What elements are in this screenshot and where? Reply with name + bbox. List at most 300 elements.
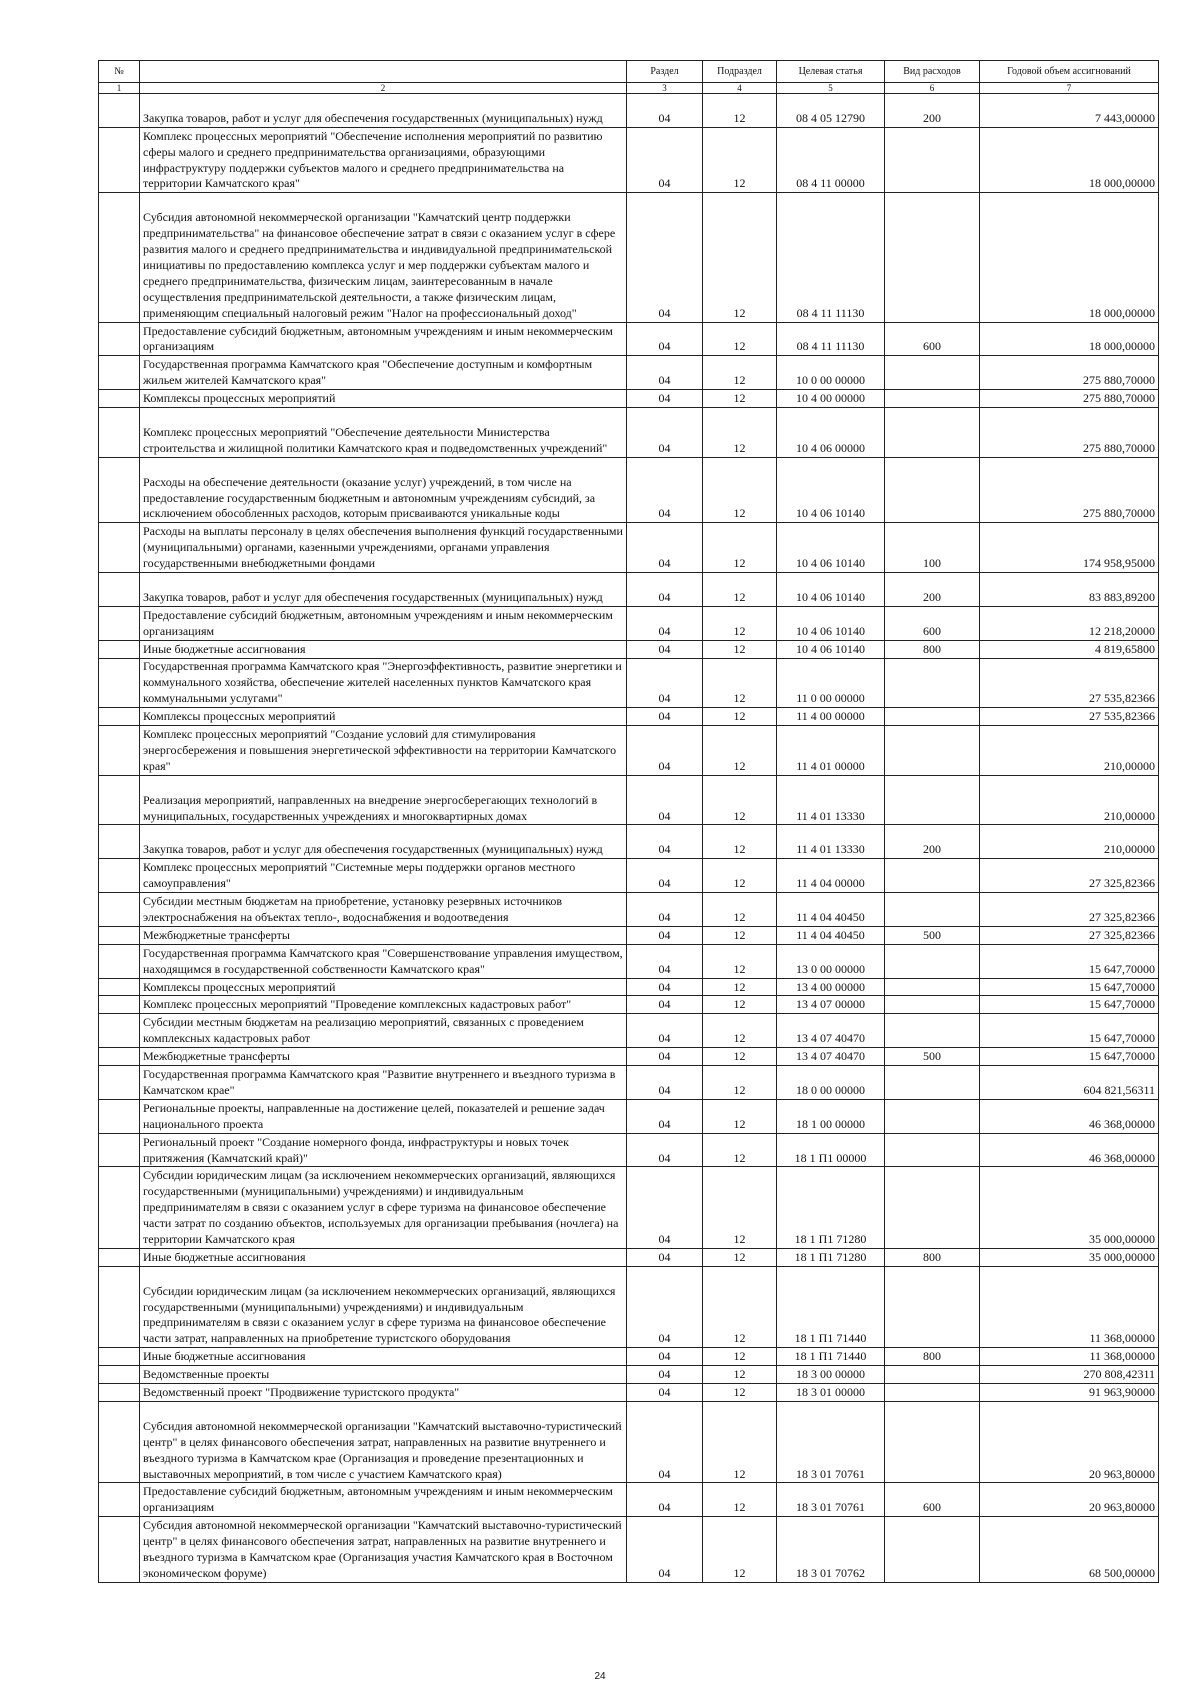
cell-podrazdel: 12 — [703, 1483, 777, 1517]
cell-annual-volume: 11 368,00000 — [980, 1266, 1159, 1348]
cell-podrazdel: 12 — [703, 859, 777, 893]
cell-name: Комплексы процессных мероприятий — [140, 978, 627, 996]
cell-annual-volume: 83 883,89200 — [980, 573, 1159, 607]
table-row — [99, 708, 1159, 726]
cell-annual-volume: 15 647,70000 — [980, 944, 1159, 978]
cell-podrazdel: 12 — [703, 322, 777, 356]
cell-annual-volume: 15 647,70000 — [980, 978, 1159, 996]
cell-expense-type — [885, 356, 980, 390]
cell-annual-volume: 210,00000 — [980, 726, 1159, 776]
cell-annual-volume: 27 325,82366 — [980, 926, 1159, 944]
cell-expense-type — [885, 978, 980, 996]
cell-name: Расходы на выплаты персоналу в целях обеспечения выполнения функций государственными (муниципальными) органами, казенными учреждениями, органами управления государственными внебюджетными фондами — [140, 523, 627, 573]
cell-podrazdel: 12 — [703, 1099, 777, 1133]
cell-target-article: 08 4 05 12790 — [777, 94, 885, 128]
cell-podrazdel: 12 — [703, 1066, 777, 1100]
cell-name: Комплексы процессных мероприятий — [140, 708, 627, 726]
column-number: 2 — [140, 83, 627, 94]
cell-annual-volume: 18 000,00000 — [980, 193, 1159, 322]
cell-expense-type — [885, 1014, 980, 1048]
cell-name: Расходы на обеспечение деятельности (оказание услуг) учреждений, в том числе на предоставление государственным бюджетным и автономным учреждениям субсидий, за исключением обособленных расходов, которым присваиваются уникальные коды — [140, 457, 627, 523]
cell-podrazdel: 12 — [703, 94, 777, 128]
cell-num — [99, 457, 140, 523]
cell-annual-volume: 20 963,80000 — [980, 1483, 1159, 1517]
cell-name: Государственная программа Камчатского края "Обеспечение доступным и комфортным жильем жителей Камчатского края" — [140, 356, 627, 390]
cell-target-article: 18 1 П1 71280 — [777, 1248, 885, 1266]
cell-name: Субсидия автономной некоммерческой организации "Камчатский центр поддержки предпринимательства" на финансовое обеспечение затрат в связи с оказанием услуг в сфере развития малого и среднего предпринимательства и индивидуальной предпринимательской инициативы по предоставлению комплекса услуг и мер поддержки субъектам малого и среднего предпринимательства, физическим лицам, заинтересованным в начале осуществления предпринимательской деятельности, а также физическим лицам, применяющим специальный налоговый режим "Налог на профессиональный доход" — [140, 193, 627, 322]
cell-razdel: 04 — [627, 893, 703, 927]
cell-annual-volume: 68 500,00000 — [980, 1517, 1159, 1583]
cell-expense-type: 800 — [885, 640, 980, 658]
cell-name: Комплекс процессных мероприятий "Системные меры поддержки органов местного самоуправления" — [140, 859, 627, 893]
cell-annual-volume: 12 218,20000 — [980, 606, 1159, 640]
cell-target-article: 18 1 П1 71280 — [777, 1167, 885, 1249]
cell-num — [99, 996, 140, 1014]
cell-num — [99, 658, 140, 708]
cell-expense-type: 800 — [885, 1248, 980, 1266]
cell-annual-volume: 27 535,82366 — [980, 658, 1159, 708]
cell-expense-type — [885, 1384, 980, 1402]
cell-podrazdel: 12 — [703, 640, 777, 658]
cell-expense-type — [885, 1133, 980, 1167]
cell-podrazdel: 12 — [703, 127, 777, 193]
header-annual-volume: Годовой объем ассигнований — [980, 61, 1159, 83]
cell-num — [99, 893, 140, 927]
cell-razdel: 04 — [627, 1401, 703, 1483]
cell-podrazdel: 12 — [703, 926, 777, 944]
cell-target-article: 11 4 04 40450 — [777, 926, 885, 944]
cell-expense-type — [885, 1401, 980, 1483]
cell-razdel: 04 — [627, 1167, 703, 1249]
cell-razdel: 04 — [627, 1483, 703, 1517]
cell-annual-volume: 15 647,70000 — [980, 1048, 1159, 1066]
cell-num — [99, 1133, 140, 1167]
cell-expense-type — [885, 1066, 980, 1100]
cell-expense-type — [885, 408, 980, 458]
cell-name: Субсидии юридическим лицам (за исключением некоммерческих организаций, являющихся государственными (муниципальными) учреждениями) и индивидуальным предпринимателям в связи с оказанием услуг в сфере туризма на финансовое обеспечение части затрат, направленных на приобретение туристского оборудования — [140, 1266, 627, 1348]
cell-name: Комплекс процессных мероприятий "Обеспечение исполнения мероприятий по развитию сферы малого и среднего предпринимательства организациями, образующими инфраструктуру поддержки субъектов малого и среднего предпринимательства на территории Камчатского края" — [140, 127, 627, 193]
cell-expense-type — [885, 859, 980, 893]
cell-target-article: 10 4 06 10140 — [777, 573, 885, 607]
cell-target-article: 11 4 04 40450 — [777, 893, 885, 927]
cell-razdel: 04 — [627, 94, 703, 128]
header-row — [99, 61, 1159, 83]
cell-annual-volume: 210,00000 — [980, 825, 1159, 859]
cell-razdel: 04 — [627, 356, 703, 390]
cell-podrazdel: 12 — [703, 1048, 777, 1066]
cell-expense-type — [885, 658, 980, 708]
cell-expense-type: 200 — [885, 573, 980, 607]
cell-annual-volume: 11 368,00000 — [980, 1348, 1159, 1366]
cell-podrazdel: 12 — [703, 1348, 777, 1366]
cell-num — [99, 775, 140, 825]
cell-expense-type: 600 — [885, 322, 980, 356]
cell-expense-type — [885, 457, 980, 523]
cell-name: Региональные проекты, направленные на достижение целей, показателей и решение задач национального проекта — [140, 1099, 627, 1133]
cell-name: Комплекс процессных мероприятий "Обеспечение деятельности Министерства строительства и жилищной политики Камчатского края и подведомственных учреждений" — [140, 408, 627, 458]
cell-expense-type: 100 — [885, 523, 980, 573]
table-row — [99, 1517, 1159, 1583]
table-row — [99, 1266, 1159, 1348]
cell-annual-volume: 18 000,00000 — [980, 322, 1159, 356]
cell-num — [99, 1517, 140, 1583]
table-row — [99, 523, 1159, 573]
cell-name: Закупка товаров, работ и услуг для обеспечения государственных (муниципальных) нужд — [140, 573, 627, 607]
cell-annual-volume: 275 880,70000 — [980, 408, 1159, 458]
cell-razdel: 04 — [627, 1248, 703, 1266]
cell-annual-volume: 46 368,00000 — [980, 1133, 1159, 1167]
cell-target-article: 18 1 П1 00000 — [777, 1133, 885, 1167]
table-row — [99, 1483, 1159, 1517]
cell-podrazdel: 12 — [703, 1401, 777, 1483]
cell-name: Иные бюджетные ассигнования — [140, 1248, 627, 1266]
cell-expense-type — [885, 996, 980, 1014]
cell-name: Иные бюджетные ассигнования — [140, 640, 627, 658]
cell-target-article: 11 4 01 00000 — [777, 726, 885, 776]
column-number: 7 — [980, 83, 1159, 94]
cell-podrazdel: 12 — [703, 390, 777, 408]
cell-razdel: 04 — [627, 658, 703, 708]
cell-name: Закупка товаров, работ и услуг для обеспечения государственных (муниципальных) нужд — [140, 825, 627, 859]
cell-expense-type: 600 — [885, 1483, 980, 1517]
cell-razdel: 04 — [627, 523, 703, 573]
header-expense-type: Вид расходов — [885, 61, 980, 83]
cell-num — [99, 1384, 140, 1402]
cell-podrazdel: 12 — [703, 523, 777, 573]
cell-num — [99, 390, 140, 408]
cell-annual-volume: 27 325,82366 — [980, 893, 1159, 927]
cell-razdel: 04 — [627, 926, 703, 944]
cell-target-article: 08 4 11 11130 — [777, 193, 885, 322]
table-row — [99, 457, 1159, 523]
cell-annual-volume: 27 535,82366 — [980, 708, 1159, 726]
cell-target-article: 13 4 07 40470 — [777, 1014, 885, 1048]
table-row — [99, 1099, 1159, 1133]
cell-name: Предоставление субсидий бюджетным, автономным учреждениям и иным некоммерческим организациям — [140, 1483, 627, 1517]
cell-annual-volume: 35 000,00000 — [980, 1248, 1159, 1266]
cell-razdel: 04 — [627, 708, 703, 726]
cell-razdel: 04 — [627, 127, 703, 193]
cell-target-article: 11 4 00 00000 — [777, 708, 885, 726]
cell-razdel: 04 — [627, 1066, 703, 1100]
cell-expense-type — [885, 708, 980, 726]
cell-expense-type — [885, 1517, 980, 1583]
cell-target-article: 10 4 06 00000 — [777, 408, 885, 458]
cell-num — [99, 978, 140, 996]
table-row — [99, 408, 1159, 458]
cell-target-article: 11 4 01 13330 — [777, 775, 885, 825]
cell-razdel: 04 — [627, 1517, 703, 1583]
table-row — [99, 1366, 1159, 1384]
cell-expense-type — [885, 1366, 980, 1384]
cell-razdel: 04 — [627, 1133, 703, 1167]
cell-razdel: 04 — [627, 640, 703, 658]
cell-name: Предоставление субсидий бюджетным, автономным учреждениям и иным некоммерческим организациям — [140, 606, 627, 640]
column-number: 3 — [627, 83, 703, 94]
cell-annual-volume: 174 958,95000 — [980, 523, 1159, 573]
cell-target-article: 11 4 01 13330 — [777, 825, 885, 859]
cell-name: Субсидии юридическим лицам (за исключением некоммерческих организаций, являющихся государственными (муниципальными) учреждениями) и индивидуальным предпринимателям в связи с оказанием услуг в сфере туризма на финансовое обеспечение части затрат по созданию объектов, используемых для организации пребывания (ночлега) на территории Камчатского края — [140, 1167, 627, 1249]
cell-annual-volume: 91 963,90000 — [980, 1384, 1159, 1402]
cell-num — [99, 1401, 140, 1483]
cell-expense-type: 500 — [885, 1048, 980, 1066]
cell-annual-volume: 15 647,70000 — [980, 1014, 1159, 1048]
cell-num — [99, 1167, 140, 1249]
cell-annual-volume: 275 880,70000 — [980, 457, 1159, 523]
cell-target-article: 18 1 00 00000 — [777, 1099, 885, 1133]
page-number: 24 — [594, 1671, 606, 1682]
cell-podrazdel: 12 — [703, 1517, 777, 1583]
cell-razdel: 04 — [627, 606, 703, 640]
cell-podrazdel: 12 — [703, 1014, 777, 1048]
cell-podrazdel: 12 — [703, 356, 777, 390]
table-row — [99, 1248, 1159, 1266]
cell-num — [99, 926, 140, 944]
cell-podrazdel: 12 — [703, 944, 777, 978]
budget-table-page — [98, 60, 1158, 1583]
cell-num — [99, 1266, 140, 1348]
cell-num — [99, 1483, 140, 1517]
cell-podrazdel: 12 — [703, 1366, 777, 1384]
cell-num — [99, 708, 140, 726]
cell-podrazdel: 12 — [703, 1266, 777, 1348]
column-number: 4 — [703, 83, 777, 94]
cell-razdel: 04 — [627, 1048, 703, 1066]
cell-podrazdel: 12 — [703, 606, 777, 640]
cell-target-article: 11 0 00 00000 — [777, 658, 885, 708]
table-row — [99, 640, 1159, 658]
cell-target-article: 10 4 06 10140 — [777, 640, 885, 658]
table-row — [99, 658, 1159, 708]
table-row — [99, 1133, 1159, 1167]
cell-num — [99, 606, 140, 640]
cell-razdel: 04 — [627, 193, 703, 322]
cell-name: Ведомственный проект "Продвижение туристского продукта" — [140, 1384, 627, 1402]
cell-target-article: 10 4 06 10140 — [777, 457, 885, 523]
cell-razdel: 04 — [627, 1266, 703, 1348]
cell-annual-volume: 46 368,00000 — [980, 1099, 1159, 1133]
cell-num — [99, 1066, 140, 1100]
cell-podrazdel: 12 — [703, 1167, 777, 1249]
cell-podrazdel: 12 — [703, 1133, 777, 1167]
table-row — [99, 356, 1159, 390]
cell-razdel: 04 — [627, 573, 703, 607]
table-row — [99, 1167, 1159, 1249]
budget-table — [98, 60, 1159, 1583]
cell-name: Государственная программа Камчатского края "Развитие внутреннего и въездного туризма в Камчатском крае" — [140, 1066, 627, 1100]
table-row — [99, 893, 1159, 927]
cell-razdel: 04 — [627, 322, 703, 356]
cell-expense-type — [885, 390, 980, 408]
header-name — [140, 61, 627, 83]
table-row — [99, 1348, 1159, 1366]
cell-annual-volume: 275 880,70000 — [980, 356, 1159, 390]
cell-name: Иные бюджетные ассигнования — [140, 1348, 627, 1366]
cell-podrazdel: 12 — [703, 193, 777, 322]
cell-num — [99, 573, 140, 607]
cell-name: Субсидия автономной некоммерческой организации "Камчатский выставочно-туристический центр" в целях финансового обеспечения затрат, направленных на развитие внутреннего и въездного туризма в Камчатском крае (Организация и проведение презентационных и выставочных мероприятий, в том числе с участием Камчатского края) — [140, 1401, 627, 1483]
table-row — [99, 726, 1159, 776]
cell-annual-volume: 604 821,56311 — [980, 1066, 1159, 1100]
cell-podrazdel: 12 — [703, 825, 777, 859]
cell-target-article: 08 4 11 00000 — [777, 127, 885, 193]
cell-num — [99, 1099, 140, 1133]
column-number: 5 — [777, 83, 885, 94]
cell-podrazdel: 12 — [703, 658, 777, 708]
table-row — [99, 606, 1159, 640]
cell-annual-volume: 7 443,00000 — [980, 94, 1159, 128]
cell-target-article: 10 4 06 10140 — [777, 523, 885, 573]
cell-name: Субсидии местным бюджетам на приобретение, установку резервных источников электроснабжения на объектах тепло-, водоснабжения и водоотведения — [140, 893, 627, 927]
table-row — [99, 193, 1159, 322]
cell-name: Региональный проект "Создание номерного фонда, инфраструктуры и новых точек притяжения (Камчатский край)" — [140, 1133, 627, 1167]
column-number-row — [99, 83, 1159, 94]
cell-razdel: 04 — [627, 775, 703, 825]
cell-razdel: 04 — [627, 1014, 703, 1048]
cell-num — [99, 825, 140, 859]
cell-razdel: 04 — [627, 944, 703, 978]
cell-podrazdel: 12 — [703, 457, 777, 523]
table-row — [99, 944, 1159, 978]
cell-num — [99, 726, 140, 776]
cell-name: Комплексы процессных мероприятий — [140, 390, 627, 408]
cell-name: Государственная программа Камчатского края "Энергоэффективность, развитие энергетики и коммунального хозяйства, обеспечение жителей населенных пунктов Камчатского края коммунальными услугами" — [140, 658, 627, 708]
cell-expense-type — [885, 944, 980, 978]
cell-expense-type: 200 — [885, 825, 980, 859]
cell-annual-volume: 18 000,00000 — [980, 127, 1159, 193]
cell-num — [99, 1248, 140, 1266]
table-row — [99, 978, 1159, 996]
table-row — [99, 775, 1159, 825]
cell-num — [99, 944, 140, 978]
cell-target-article: 18 3 01 00000 — [777, 1384, 885, 1402]
cell-expense-type: 500 — [885, 926, 980, 944]
cell-annual-volume: 4 819,65800 — [980, 640, 1159, 658]
table-row — [99, 859, 1159, 893]
table-row — [99, 1401, 1159, 1483]
cell-name: Предоставление субсидий бюджетным, автономным учреждениям и иным некоммерческим организациям — [140, 322, 627, 356]
cell-expense-type — [885, 127, 980, 193]
cell-podrazdel: 12 — [703, 573, 777, 607]
cell-target-article: 13 4 07 00000 — [777, 996, 885, 1014]
cell-num — [99, 1048, 140, 1066]
cell-target-article: 18 3 01 70761 — [777, 1401, 885, 1483]
table-row — [99, 1048, 1159, 1066]
table-row — [99, 322, 1159, 356]
cell-razdel: 04 — [627, 390, 703, 408]
cell-expense-type — [885, 893, 980, 927]
cell-name: Реализация мероприятий, направленных на внедрение энергосберегающих технологий в муниципальных, государственных учреждениях и многоквартирных домах — [140, 775, 627, 825]
cell-name: Субсидии местным бюджетам на реализацию мероприятий, связанных с проведением комплексных кадастровых работ — [140, 1014, 627, 1048]
table-row — [99, 825, 1159, 859]
header-podrazdel: Подраздел — [703, 61, 777, 83]
cell-annual-volume: 270 808,42311 — [980, 1366, 1159, 1384]
cell-target-article: 10 4 06 10140 — [777, 606, 885, 640]
table-body — [99, 94, 1159, 1583]
cell-target-article: 10 4 00 00000 — [777, 390, 885, 408]
cell-annual-volume: 27 325,82366 — [980, 859, 1159, 893]
cell-num — [99, 859, 140, 893]
cell-target-article: 18 1 П1 71440 — [777, 1348, 885, 1366]
cell-podrazdel: 12 — [703, 978, 777, 996]
cell-name: Ведомственные проекты — [140, 1366, 627, 1384]
cell-expense-type — [885, 1099, 980, 1133]
header-target-article: Целевая статья — [777, 61, 885, 83]
cell-razdel: 04 — [627, 978, 703, 996]
header-num: № — [99, 61, 140, 83]
cell-target-article: 18 1 П1 71440 — [777, 1266, 885, 1348]
cell-expense-type: 600 — [885, 606, 980, 640]
cell-num — [99, 127, 140, 193]
cell-num — [99, 193, 140, 322]
cell-name: Межбюджетные трансферты — [140, 926, 627, 944]
cell-razdel: 04 — [627, 1384, 703, 1402]
cell-podrazdel: 12 — [703, 1384, 777, 1402]
cell-expense-type — [885, 1167, 980, 1249]
cell-target-article: 18 3 00 00000 — [777, 1366, 885, 1384]
table-row — [99, 390, 1159, 408]
cell-target-article: 13 4 00 00000 — [777, 978, 885, 996]
cell-num — [99, 408, 140, 458]
table-row — [99, 1066, 1159, 1100]
table-row — [99, 94, 1159, 128]
cell-podrazdel: 12 — [703, 996, 777, 1014]
cell-num — [99, 94, 140, 128]
cell-podrazdel: 12 — [703, 408, 777, 458]
cell-expense-type — [885, 1266, 980, 1348]
cell-razdel: 04 — [627, 726, 703, 776]
cell-annual-volume: 210,00000 — [980, 775, 1159, 825]
column-number: 6 — [885, 83, 980, 94]
cell-num — [99, 1348, 140, 1366]
header-razdel: Раздел — [627, 61, 703, 83]
cell-target-article: 18 3 01 70762 — [777, 1517, 885, 1583]
cell-expense-type — [885, 726, 980, 776]
cell-podrazdel: 12 — [703, 775, 777, 825]
cell-podrazdel: 12 — [703, 708, 777, 726]
cell-name: Комплекс процессных мероприятий "Проведение комплексных кадастровых работ" — [140, 996, 627, 1014]
cell-razdel: 04 — [627, 859, 703, 893]
cell-num — [99, 1014, 140, 1048]
table-row — [99, 996, 1159, 1014]
cell-name: Комплекс процессных мероприятий "Создание условий для стимулирования энергосбережения и повышения энергетической эффективности на территории Камчатского края" — [140, 726, 627, 776]
cell-target-article: 18 0 00 00000 — [777, 1066, 885, 1100]
cell-target-article: 10 0 00 00000 — [777, 356, 885, 390]
cell-target-article: 13 0 00 00000 — [777, 944, 885, 978]
cell-razdel: 04 — [627, 457, 703, 523]
cell-name: Государственная программа Камчатского края "Совершенствование управления имуществом, находящимся в государственной собственности Камчатского края" — [140, 944, 627, 978]
column-number: 1 — [99, 83, 140, 94]
table-row — [99, 1384, 1159, 1402]
cell-target-article: 08 4 11 11130 — [777, 322, 885, 356]
cell-razdel: 04 — [627, 1366, 703, 1384]
cell-num — [99, 322, 140, 356]
cell-razdel: 04 — [627, 1348, 703, 1366]
cell-target-article: 13 4 07 40470 — [777, 1048, 885, 1066]
cell-target-article: 18 3 01 70761 — [777, 1483, 885, 1517]
cell-num — [99, 523, 140, 573]
cell-num — [99, 356, 140, 390]
cell-podrazdel: 12 — [703, 893, 777, 927]
cell-target-article: 11 4 04 00000 — [777, 859, 885, 893]
table-row — [99, 926, 1159, 944]
table-row — [99, 127, 1159, 193]
cell-podrazdel: 12 — [703, 726, 777, 776]
cell-num — [99, 1366, 140, 1384]
table-row — [99, 573, 1159, 607]
cell-razdel: 04 — [627, 825, 703, 859]
cell-annual-volume: 20 963,80000 — [980, 1401, 1159, 1483]
